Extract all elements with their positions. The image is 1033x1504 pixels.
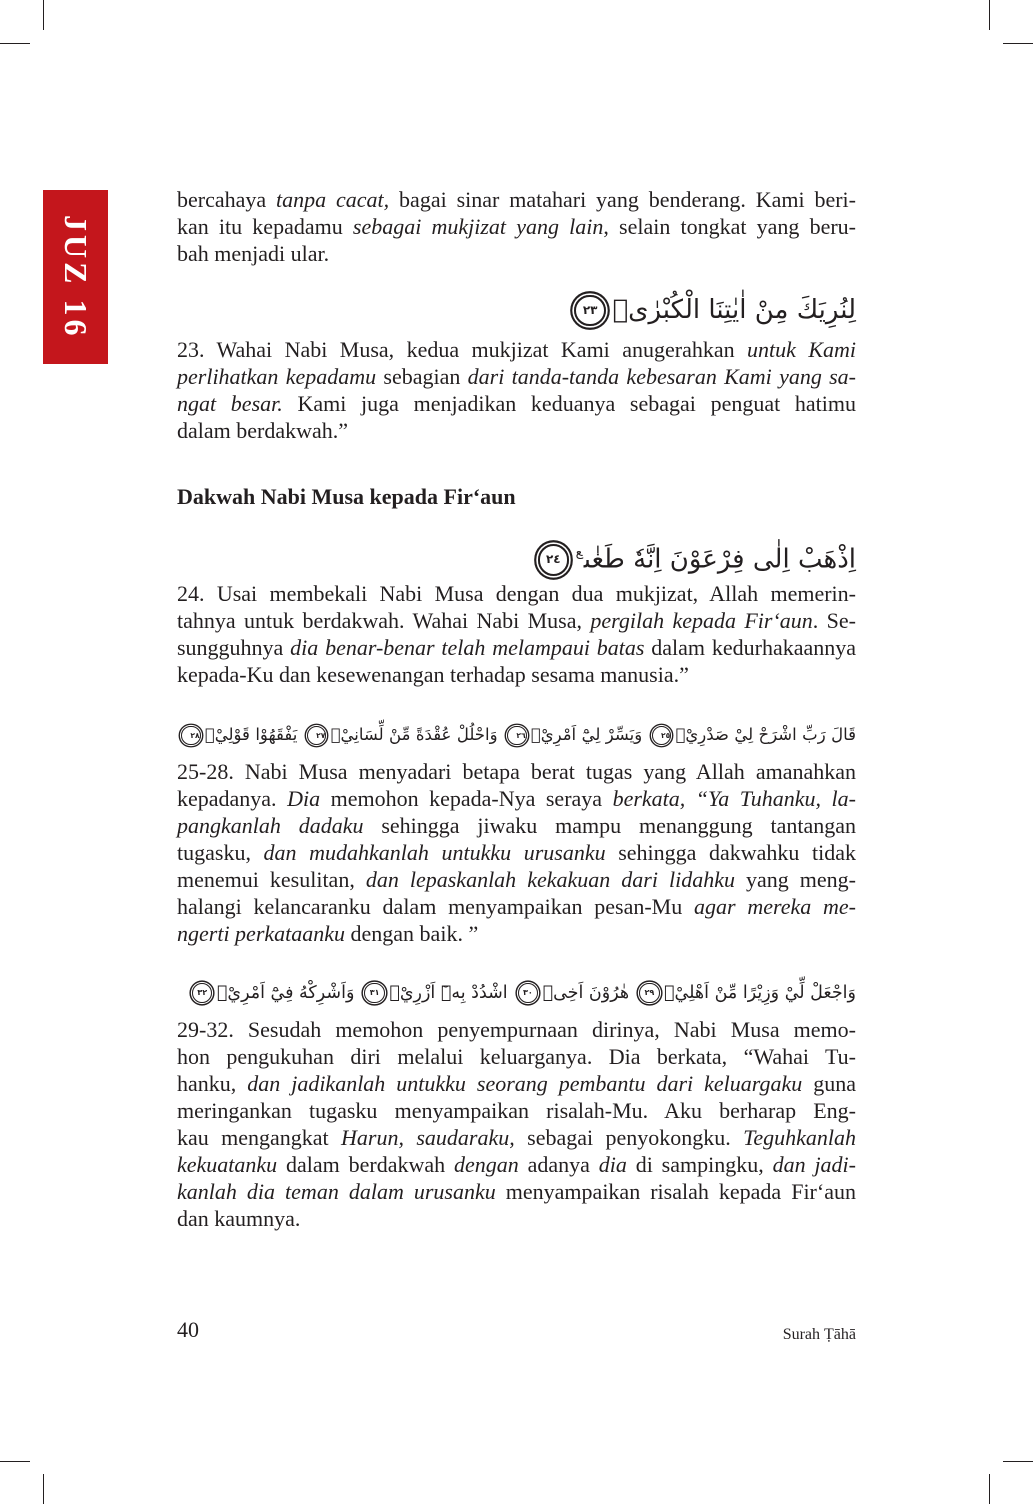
arabic-verse-29: وَاجْعَلْ لِّيْ وَزِيْرًا مِّنْ اَهْلِيْۙ [664,983,856,1003]
ayah-number-marker: ٢٣ [574,295,606,327]
text-segment: halangi kelancaranku dalam menyampaikan pesan-Mu [177,894,694,919]
italic-segment: sebagai mukjizat yang lain [352,214,604,239]
text-segment: yang meng- [734,867,856,892]
running-footer-surah: Surah Ṭāhā [782,1326,856,1343]
text-segment: dan kaumnya. [177,1206,301,1231]
text-line [177,758,856,785]
text-segment: kan itu kepadamu [177,214,353,239]
text-segment: kau mengangkat [177,1125,342,1150]
text-segment: kepada-Ku dan kesewenangan terhadap sesama manusia.” [177,662,689,687]
text-line [177,920,856,947]
italic-segment: tanpa cacat, [276,187,390,212]
text-line [177,1205,856,1232]
arabic-verses-25-28 [177,713,856,757]
italic-segment: ngerti perkataanku [177,921,346,946]
text-segment: hon pengukuhan diri melalui keluarganya. Dia berkata, “Wahai Tu- [177,1044,856,1069]
text-segment: meringankan tugasku menyampaikan risalah-Mu. Aku berharap Eng- [177,1098,856,1123]
text-line [177,390,856,417]
text-segment: 23. Wahai Nabi Musa, kedua mukjizat Kami anugerahkan [177,337,748,362]
text-segment: sehingga dakwahku tidak [605,840,856,865]
text-line [177,866,856,893]
text-line [177,1070,856,1097]
text-segment: dalam berdakwah [277,1152,454,1177]
italic-segment: dan mudahkanlah untukku urusanku [263,840,606,865]
italic-segment: dan jadi- [772,1152,856,1177]
arabic-verse-text: لِنُرِيَكَ مِنْ اٰيٰتِنَا الْكُبْرٰىۚ [612,295,856,325]
text-segment: bagai sinar matahari yang benderang. Kami beri- [389,187,856,212]
text-line [177,1124,856,1151]
crop-mark-bottom-right-horizontal [1003,1461,1033,1462]
text-segment: 24. Usai membekali Nabi Musa dengan dua mukjizat, Allah memerin- [177,581,856,606]
italic-segment: dan jadikanlah untukku seorang pembantu dari keluargaku [247,1071,803,1096]
page-number: 40 [177,1317,199,1342]
italic-segment: Teguhkanlah [743,1125,856,1150]
juz-tab-label: JUZ 16 [58,214,94,340]
text-segment: 29-32. Sesudah memohon penyempurnaan dirinya, Nabi Musa memo- [177,1017,856,1042]
text-line [177,1043,856,1070]
text-segment: Kami juga menjadikan keduanya sebagai penguat hatimu [282,391,857,416]
text-line [177,580,856,607]
arabic-verse-31: اشْدُدْ بِهٖٓ اَزْرِيْۙ [389,983,508,1003]
arabic-verse-28: يَفْقَهُوْا قَوْلِيْۖ [204,725,298,744]
italic-segment: dengan [453,1152,519,1177]
text-segment: sehingga jiwaku mampu menanggung tantangan [363,813,856,838]
arabic-verse-25: قَالَ رَبِّ اشْرَحْ لِيْ صَدْرِيْۙ [675,725,857,744]
paragraph-29-32 [177,1016,856,1232]
text-segment: adanya [518,1152,599,1177]
juz-tab [43,190,108,364]
text-line [177,336,856,363]
text-segment: menyampaikan risalah kepada Fir‘aun [495,1179,856,1204]
text-segment: sebagian [376,364,468,389]
text-segment: dengan baik. ” [345,921,479,946]
text-segment: bercahaya [177,187,277,212]
arabic-verse-26: وَيَسِّرْ لِيْٓ اَمْرِيْۙ [530,725,643,744]
crop-mark-top-left-horizontal [0,43,30,44]
text-line [177,839,856,866]
text-line [177,634,856,661]
ayah-number-marker: ٢٥ [652,726,671,745]
text-segment: tugasku, [177,840,264,865]
italic-segment: pangkanlah dadaku [177,813,364,838]
text-segment: . Se- [812,608,856,633]
paragraph-25-28 [177,758,856,947]
arabic-verse-text: اِذْهَبْ اِلٰى فِرْعَوْنَ اِنَّهٗ طَغٰى [583,544,856,575]
text-line [177,661,856,688]
italic-segment: pergilah kepada Fir‘aun [590,608,813,633]
text-line [177,785,856,812]
text-line [177,1097,856,1124]
text-line [177,607,856,634]
italic-segment: dia benar-benar telah melampaui batas [290,635,645,660]
ayah-number-marker: ٢٩ [639,983,660,1004]
arabic-verse-32: وَاَشْرِكْهُ فِيْٓ اَمْرِيْۙ [216,983,355,1003]
italic-segment: ngat besar. [177,391,283,416]
text-line [177,240,856,267]
crop-mark-top-left-vertical [43,0,44,30]
text-segment: memohon kepada-Nya seraya [320,786,613,811]
section-heading: Dakwah Nabi Musa kepada Fir‘aun [177,484,516,509]
text-segment: sebagai penyokongku. [514,1125,744,1150]
italic-segment: dan lepaskanlah kekakuan dari lidahku [365,867,735,892]
ayah-number-marker: ٢٧ [307,726,326,745]
text-line [177,213,856,240]
paragraph-24 [177,580,856,688]
text-line [177,812,856,839]
text-line [177,417,856,444]
text-segment: bah menjadi ular. [177,241,330,266]
crop-mark-bottom-left-vertical [43,1474,44,1504]
ayah-number-marker: ٣٠ [518,983,539,1004]
text-segment: 25-28. Nabi Musa menyadari betapa berat tugas yang Allah amanahkan [177,759,856,784]
italic-segment: kekuatanku [177,1152,278,1177]
text-segment: di sampingku, [626,1152,773,1177]
text-line [177,1151,856,1178]
text-segment: dalam kedurhakaannya [644,635,856,660]
text-line [177,1178,856,1205]
text-segment: menemui kesulitan, [177,867,366,892]
crop-mark-bottom-right-vertical [989,1474,990,1504]
paragraph-23 [177,336,856,444]
italic-segment: berkata, “Ya Tuhanku, la- [612,786,856,811]
italic-segment: dari tanda-tanda kebesaran Kami yang sa- [467,364,857,389]
arabic-verse-27: وَاحْلُلْ عُقْدَةً مِّنْ لِّسَانِيْۙ [330,725,498,744]
text-segment: , selain tongkat yang beru- [603,214,856,239]
text-line [177,1016,856,1043]
italic-segment: untuk Kami [747,337,857,362]
paragraph-22-continuation [177,186,856,267]
text-segment: dalam berdakwah.” [177,418,349,443]
crop-mark-top-right-horizontal [1003,43,1033,44]
arabic-verse-23 [177,288,856,332]
italic-segment: kanlah dia teman dalam urusanku [177,1179,496,1204]
italic-segment: agar mereka me- [693,894,856,919]
text-segment: kepadanya. [177,786,288,811]
ayah-number-marker: ٢٤ [538,544,570,576]
ayah-number-marker: ٣١ [364,983,385,1004]
italic-segment: Dia [287,786,321,811]
ayah-number-marker: ٣٢ [192,983,213,1004]
arabic-verses-29-32 [177,971,856,1015]
crop-mark-top-right-vertical [989,0,990,30]
text-segment: hanku, [177,1071,248,1096]
italic-segment: dia [598,1152,627,1177]
text-line [177,186,856,213]
text-line [177,893,856,920]
ayah-number-marker: ٢٨ [181,726,200,745]
text-segment: sungguhnya [177,635,291,660]
arabic-verse-24 [177,531,856,575]
text-segment: guna [802,1071,856,1096]
crop-mark-bottom-left-horizontal [0,1461,30,1462]
ruku-mark: ع [575,545,583,560]
italic-segment: Harun, saudaraku, [341,1125,515,1150]
italic-segment: perlihatkan kepadamu [177,364,377,389]
text-line [177,363,856,390]
arabic-verse-30: هٰرُوْنَ اَخِىۙ [542,983,630,1003]
ayah-number-marker: ٢٦ [507,726,526,745]
text-segment: tahnya untuk berdakwah. Wahai Nabi Musa, [177,608,591,633]
